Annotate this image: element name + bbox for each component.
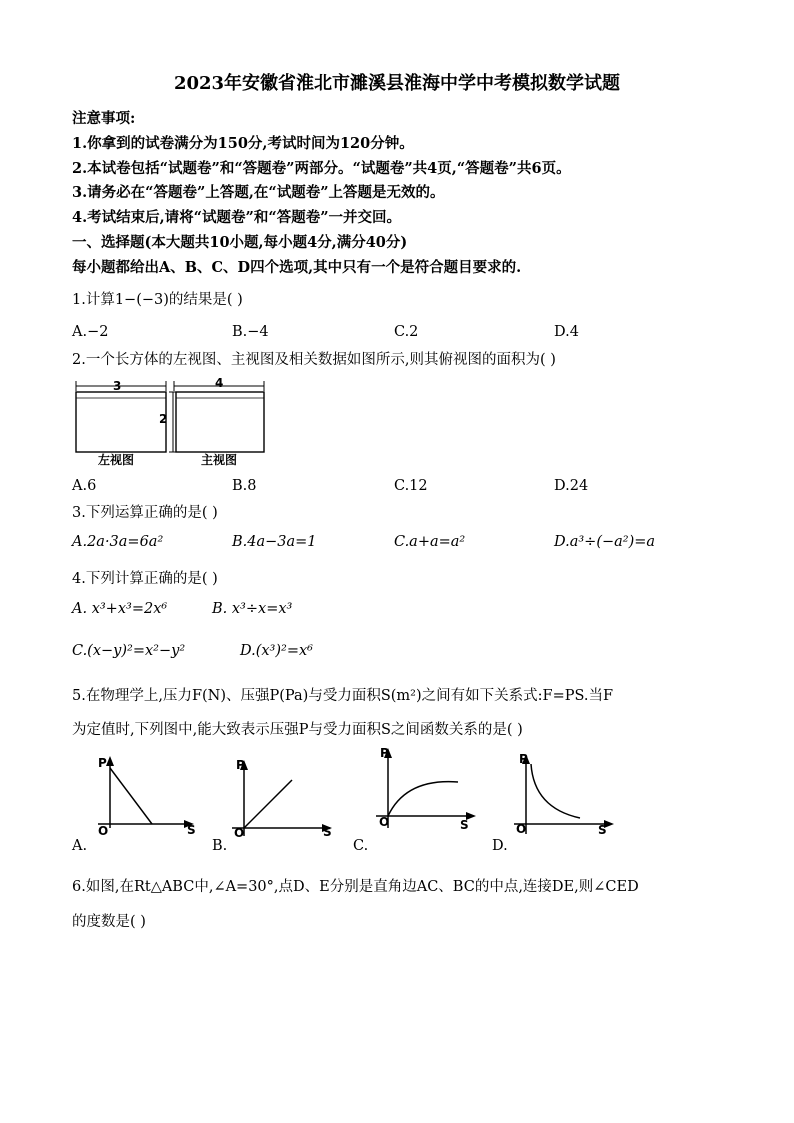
question-6-stem-line1: 6.如图,在Rt△ABC中,∠A=30°,点D、E分别是直角边AC、BC的中点,连接DE,则∠CED	[72, 879, 639, 895]
notice-item: 2.本试卷包括“试题卷”和“答题卷”两部分。“试题卷”共4页,“答题卷”共6页。	[72, 160, 571, 177]
q3-option-a: A.2a·3a=6a²	[72, 534, 164, 550]
question-2-stem: 2.一个长方体的左视图、主视图及相关数据如图所示,则其俯视图的面积为( )	[72, 352, 556, 368]
notice-heading: 注意事项:	[72, 110, 136, 127]
left-view-width-label: 3	[113, 379, 122, 393]
q4-option-b: B. x³÷x=x³	[212, 601, 293, 617]
q2-option-d: D.24	[554, 478, 589, 494]
q2-option-c: C.12	[394, 478, 428, 494]
notice-item: 4.考试结束后,请将“试题卷”和“答题卷”一并交回。	[72, 209, 402, 226]
graph-c-y-label: P	[380, 746, 389, 760]
graph-a-origin: O	[98, 824, 109, 838]
q1-option-a: A.−2	[72, 324, 109, 340]
graph-b-origin: O	[234, 826, 245, 840]
question-3-stem: 3.下列运算正确的是( )	[72, 505, 218, 521]
page-title: 2023年安徽省淮北市濉溪县淮海中学中考模拟数学试题	[173, 73, 621, 94]
notice-item: 3.请务必在“答题卷”上答题,在“试题卷”上答题是无效的。	[72, 184, 445, 201]
question-5-stem-line1: 5.在物理学上,压力F(N)、压强P(Pa)与受力面积S(m²)之间有如下关系式:F=PS.当F	[72, 688, 614, 704]
graph-c-origin: O	[379, 815, 390, 829]
graph-c-x-label: S	[460, 818, 469, 832]
q5-option-c: C.	[353, 838, 369, 854]
question-1-stem: 1.计算1−(−3)的结果是( )	[72, 292, 243, 308]
q5-option-b: B.	[212, 838, 228, 854]
q1-option-d: D.4	[554, 324, 579, 340]
q4-option-c: C.(x−y)²=x²−y²	[72, 643, 186, 659]
question-6-stem-line2: 的度数是( )	[72, 914, 146, 930]
question-4-stem: 4.下列计算正确的是( )	[72, 571, 218, 587]
graph-b-y-label: P	[236, 758, 245, 772]
question-5-stem-line2: 为定值时,下列图中,能大致表示压强P与受力面积S之间函数关系的是( )	[72, 722, 523, 738]
graph-d-y-label: P	[519, 752, 528, 766]
graph-d-x-label: S	[598, 823, 607, 837]
q1-option-b: B.−4	[232, 324, 269, 340]
q2-option-b: B.8	[232, 478, 257, 494]
q3-option-b: B.4a−3a=1	[232, 534, 317, 550]
q3-option-d: D.a³÷(−a²)=a	[554, 534, 656, 550]
q4-option-d: D.(x³)²=x⁶	[240, 643, 313, 659]
section-heading: 一、选择题(本大题共10小题,每小题4分,满分40分)	[72, 234, 408, 251]
notice-item: 1.你拿到的试卷满分为150分,考试时间为120分钟。	[72, 135, 414, 152]
left-view-caption: 左视图	[98, 453, 135, 467]
q5-option-d: D.	[492, 838, 508, 854]
graph-a-y-label: P	[98, 756, 107, 770]
section-instruction: 每小题都给出A、B、C、D四个选项,其中只有一个是符合题目要求的.	[72, 259, 522, 276]
q2-option-a: A.6	[72, 478, 97, 494]
main-view-width-label: 4	[215, 376, 224, 390]
q3-option-c: C.a+a=a²	[394, 534, 466, 550]
q4-option-a: A. x³+x³=2x⁶	[72, 601, 168, 617]
graph-a-x-label: S	[187, 823, 196, 837]
graph-b-x-label: S	[323, 825, 332, 839]
graph-d-origin: O	[516, 822, 527, 836]
q5-option-a: A.	[72, 838, 88, 854]
q1-option-c: C.2	[394, 324, 419, 340]
left-view-height-label: 2	[159, 412, 168, 426]
main-view-caption: 主视图	[201, 453, 238, 467]
